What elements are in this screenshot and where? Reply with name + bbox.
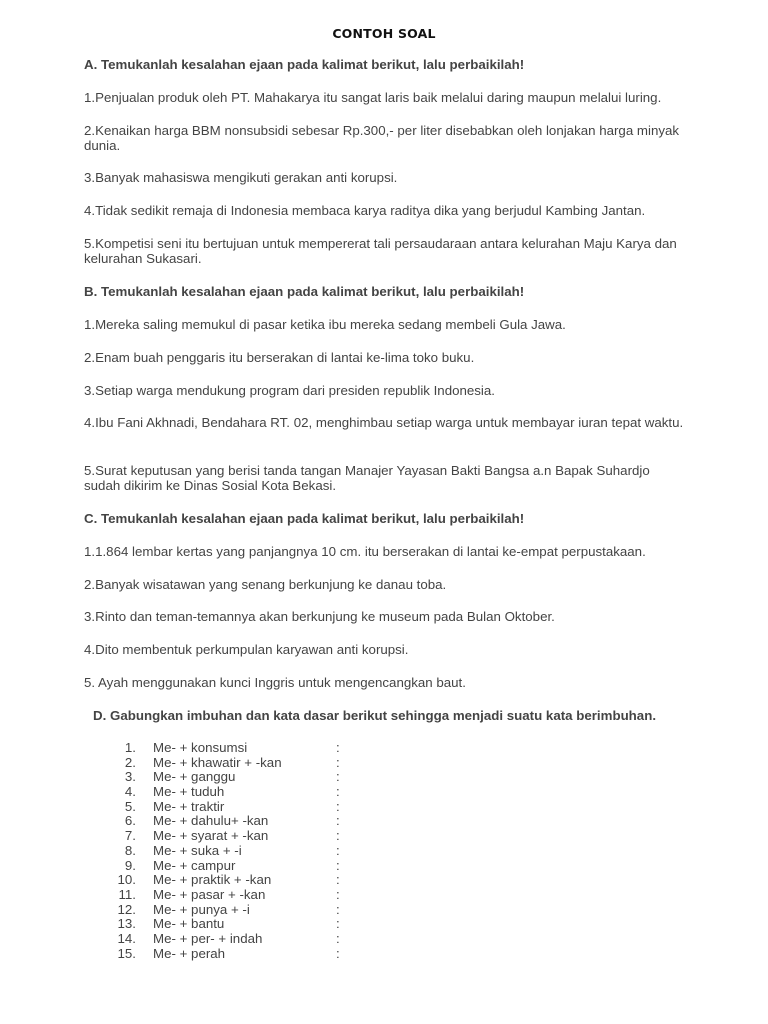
list-item [110,770,370,785]
section-d-list [110,741,370,961]
list-item [110,814,370,829]
list-item [110,917,370,932]
list-item [110,873,370,888]
item-text: Me- + konsumsi [153,740,248,755]
list-item [110,932,370,947]
item-text: Me- + per- + indah [153,930,263,946]
section-b-item: 3.Setiap warga mendukung program dari presiden republik Indonesia. [84,383,495,398]
section-b-item: 4.Ibu Fani Akhnadi, Bendahara RT. 02, menghimbau setiap warga untuk membayar iuran tepat waktu. [84,415,684,430]
item-number: 13. [117,916,136,932]
item-number: 1. [124,740,136,755]
item-number: 10. [117,872,136,888]
section-b-heading: B. Temukanlah kesalahan ejaan pada kalimat berikut, lalu perbaikilah! [84,284,525,299]
section-b-item: 1.Mereka saling memukul di pasar ketika ibu mereka sedang membeli Gula Jawa. [84,317,566,332]
list-item [110,800,370,815]
answer-colon: : [336,916,340,932]
answer-colon: : [336,886,340,902]
item-text: Me- + ganggu [153,769,236,785]
section-b-item: 5.Surat keputusan yang berisi tanda tangan Manajer Yayasan Bakti Bangsa a.n Bapak Suhardjo sudah dikirim ke Dinas Sosial Kota Bekasi. [84,463,650,493]
item-number: 15. [117,945,136,961]
item-number: 11. [118,886,136,902]
item-text: Me- + traktir [153,798,225,814]
item-text: Me- + dahulu+ -kan [153,813,269,829]
answer-colon: : [336,769,340,785]
list-item [110,829,370,844]
list-item [110,785,370,800]
list-item [110,859,370,874]
answer-colon: : [336,813,340,829]
answer-colon: : [336,798,340,814]
item-number: 2. [124,754,136,770]
item-text: Me- + campur [153,857,236,873]
answer-colon: : [336,901,340,917]
item-text: Me- + perah [153,945,226,961]
answer-colon: : [336,784,340,800]
list-item [110,756,370,771]
item-text: Me- + tuduh [153,784,225,800]
section-c-item: 4.Dito membentuk perkumpulan karyawan anti korupsi. [84,642,409,657]
list-item [110,903,370,918]
item-text: Me- + syarat + -kan [153,828,269,844]
answer-colon: : [336,857,340,873]
answer-colon: : [336,872,340,888]
document-title: CONTOH SOAL [332,26,436,41]
item-number: 6. [124,813,136,829]
section-a-item: 5.Kompetisi seni itu bertujuan untuk mempererat tali persaudaraan antara kelurahan Maju Karya dan kelurahan Sukasari. [84,236,677,266]
section-a-item: 4.Tidak sedikit remaja di Indonesia membaca karya raditya dika yang berjudul Kambing Jantan. [84,203,646,218]
list-item [110,741,370,756]
answer-colon: : [336,930,340,946]
answer-colon: : [336,754,340,770]
item-number: 12. [117,901,136,917]
list-item [110,947,370,962]
item-text: Me- + suka + -i [153,842,242,858]
list-item [110,844,370,859]
item-text: Me- + pasar + -kan [153,886,266,902]
list-item [110,888,370,903]
section-b-item: 2.Enam buah penggaris itu berserakan di lantai ke-lima toko buku. [84,350,475,365]
section-c-heading: C. Temukanlah kesalahan ejaan pada kalimat berikut, lalu perbaikilah! [84,511,525,526]
item-number: 4. [124,784,136,800]
answer-colon: : [336,740,340,755]
section-d-heading: D. Gabungkan imbuhan dan kata dasar berikut sehingga menjadi suatu kata berimbuhan. [93,708,657,723]
answer-colon: : [336,828,340,844]
item-number: 5. [124,798,136,814]
section-c-item: 1.1.864 lembar kertas yang panjangnya 10 cm. itu berserakan di lantai ke-empat perpustakaan. [84,544,646,559]
section-c-item: 2.Banyak wisatawan yang senang berkunjung ke danau toba. [84,577,447,592]
answer-colon: : [336,945,340,961]
item-text: Me- + bantu [153,916,225,932]
item-number: 7. [124,828,136,844]
section-c-item: 3.Rinto dan teman-temannya akan berkunjung ke museum pada Bulan Oktober. [84,609,555,624]
section-a-heading: A. Temukanlah kesalahan ejaan pada kalimat berikut, lalu perbaikilah! [84,57,525,72]
item-number: 9. [124,857,136,873]
section-a-item: 3.Banyak mahasiswa mengikuti gerakan anti korupsi. [84,170,398,185]
item-number: 14. [117,930,136,946]
section-a-item: 1.Penjualan produk oleh PT. Mahakarya itu sangat laris baik melalui daring maupun melalui luring. [84,90,662,105]
section-a-item: 2.Kenaikan harga BBM nonsubsidi sebesar Rp.300,- per liter disebabkan oleh lonjakan harga minyak dunia. [84,123,680,153]
answer-colon: : [336,842,340,858]
item-text: Me- + praktik + -kan [153,872,272,888]
section-c-item: 5. Ayah menggunakan kunci Inggris untuk mengencangkan baut. [84,675,466,690]
item-number: 8. [124,842,136,858]
item-text: Me- + khawatir + -kan [153,754,282,770]
item-text: Me- + punya + -i [153,901,250,917]
item-number: 3. [124,769,136,785]
